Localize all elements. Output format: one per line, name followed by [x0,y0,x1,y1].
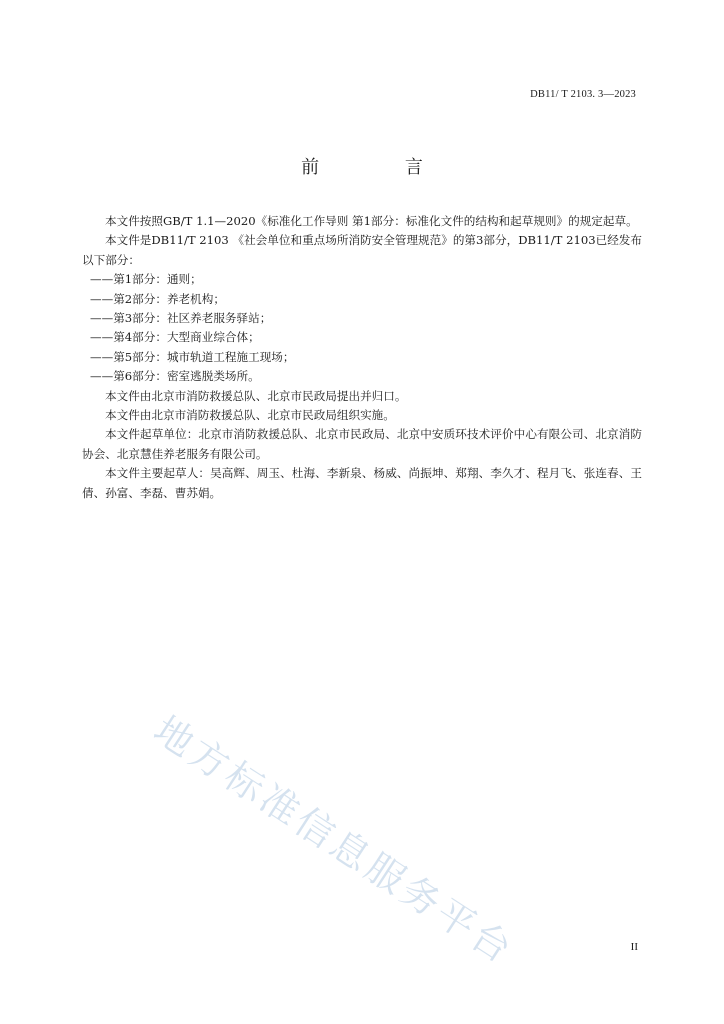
list-item: ——第4部分：大型商业综合体； [90,330,260,345]
paragraph-drafting-units: 本文件起草单位：北京市消防救援总队、北京市民政局、北京中安质环技术评价中心有限公司、北京消防协会、北京慧佳养老服务有限公司。 [82,427,642,461]
paragraph-part-description: 本文件是DB11/T 2103 《社会单位和重点场所消防安全管理规范》的第3部分，DB11/T 2103已经发布以下部分： [82,233,642,267]
list-item: ——第6部分：密室逃脱类场所。 [90,369,260,384]
list-item: ——第2部分：养老机构； [90,291,225,306]
parts-list [82,270,642,386]
paragraph-drafters: 本文件主要起草人：吴高辉、周玉、杜海、李新泉、杨威、尚振坤、郑翔、李久才、程月飞、张连春、王倩、孙富、李磊、曹苏娟。 [82,466,642,500]
page-title: 前 言 [301,157,463,178]
paragraph-drafting-basis: 本文件按照GB/T 1.1—2020《标准化工作导则 第1部分：标准化文件的结构和起草规则》的规定起草。 [105,214,638,228]
paragraph-implementer: 本文件由北京市消防救援总队、北京市民政局组织实施。 [105,408,395,423]
list-item: ——第5部分：城市轨道工程施工现场； [90,349,295,364]
list-item: ——第3部分：社区养老服务驿站； [90,311,272,326]
document-body [82,212,642,503]
watermark: 地方标准信息服务平台 [146,707,523,974]
document-code: DB11/ T 2103. 3—2023 [530,89,636,100]
paragraph-proposer: 本文件由北京市消防救援总队、北京市民政局提出并归口。 [105,388,407,403]
list-item: ——第1部分：通则； [90,272,202,287]
page-number: II [630,941,638,953]
